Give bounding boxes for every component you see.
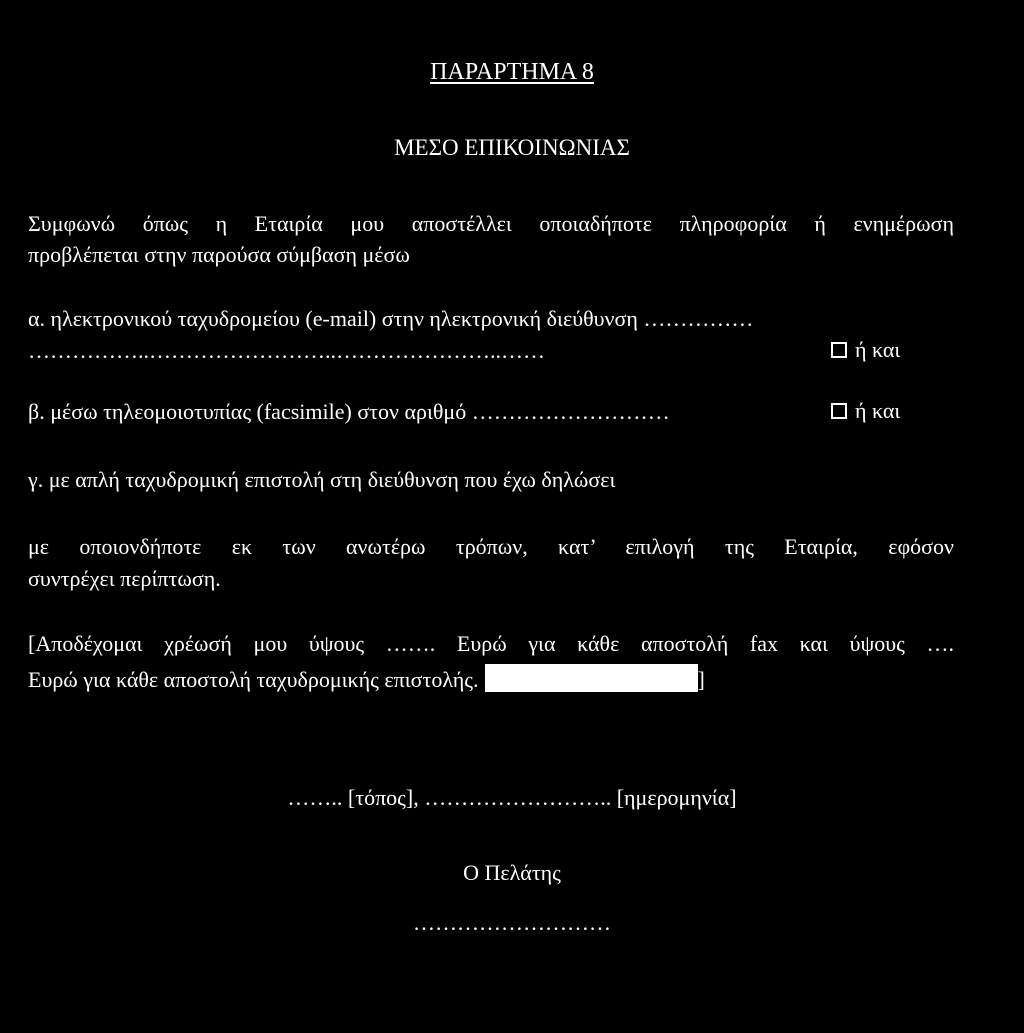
signature-line: ………………………	[413, 910, 611, 935]
fee-closing-bracket: ]	[697, 667, 705, 692]
fee-paragraph-line-2	[28, 664, 705, 692]
option-b-fax-line: β. μέσω τηλεομοιοτυπίας (facsimile) στον αριθμό ………………………	[28, 399, 670, 424]
fee-paragraph-line-1: [Αποδέχομαι χρέωσή μου ύψους ……. Ευρώ για κάθε αποστολή fax και ύψους ….	[28, 631, 954, 656]
option-b-suffix: ή και	[855, 398, 901, 423]
option-a-checkbox[interactable]	[831, 342, 847, 358]
annex-title: ΠΑΡΑΡΤΗΜΑ 8	[430, 59, 594, 85]
option-a-email-line-1: α. ηλεκτρονικού ταχυδρομείου (e-mail) στην ηλεκτρονική διεύθυνση ……………	[28, 306, 754, 331]
option-b-choice	[831, 400, 900, 422]
option-a-choice	[831, 339, 900, 361]
intro-paragraph-line-2: προβλέπεται στην παρούσα σύμβαση μέσω	[28, 242, 410, 267]
option-a-suffix: ή και	[855, 337, 901, 362]
fee-paragraph-text: Ευρώ για κάθε αποστολή ταχυδρομικής επιστολής.	[28, 667, 479, 692]
redaction-box	[485, 664, 698, 692]
method-paragraph-line-1: με οποιονδήποτε εκ των ανωτέρω τρόπων, κατ’ επιλογή της Εταιρία, εφόσον	[28, 534, 954, 559]
method-paragraph-line-2: συντρέχει περίπτωση.	[28, 566, 221, 591]
option-a-email-line-2: ……………..……………………..…………………..……	[28, 338, 545, 363]
section-heading: ΜΕΣΟ ΕΠΙΚΟΙΝΩΝΙΑΣ	[394, 135, 630, 160]
intro-paragraph-line-1: Συμφωνώ όπως η Εταιρία μου αποστέλλει οποιαδήποτε πληροφορία ή ενημέρωση	[28, 211, 954, 236]
option-b-checkbox[interactable]	[831, 403, 847, 419]
place-date-line: …….. [τόπος], …………………….. [ημερομηνία]	[287, 785, 737, 810]
option-c-mail-line: γ. με απλή ταχυδρομική επιστολή στη διεύθυνση που έχω δηλώσει	[28, 467, 616, 492]
customer-label: Ο Πελάτης	[463, 860, 561, 885]
